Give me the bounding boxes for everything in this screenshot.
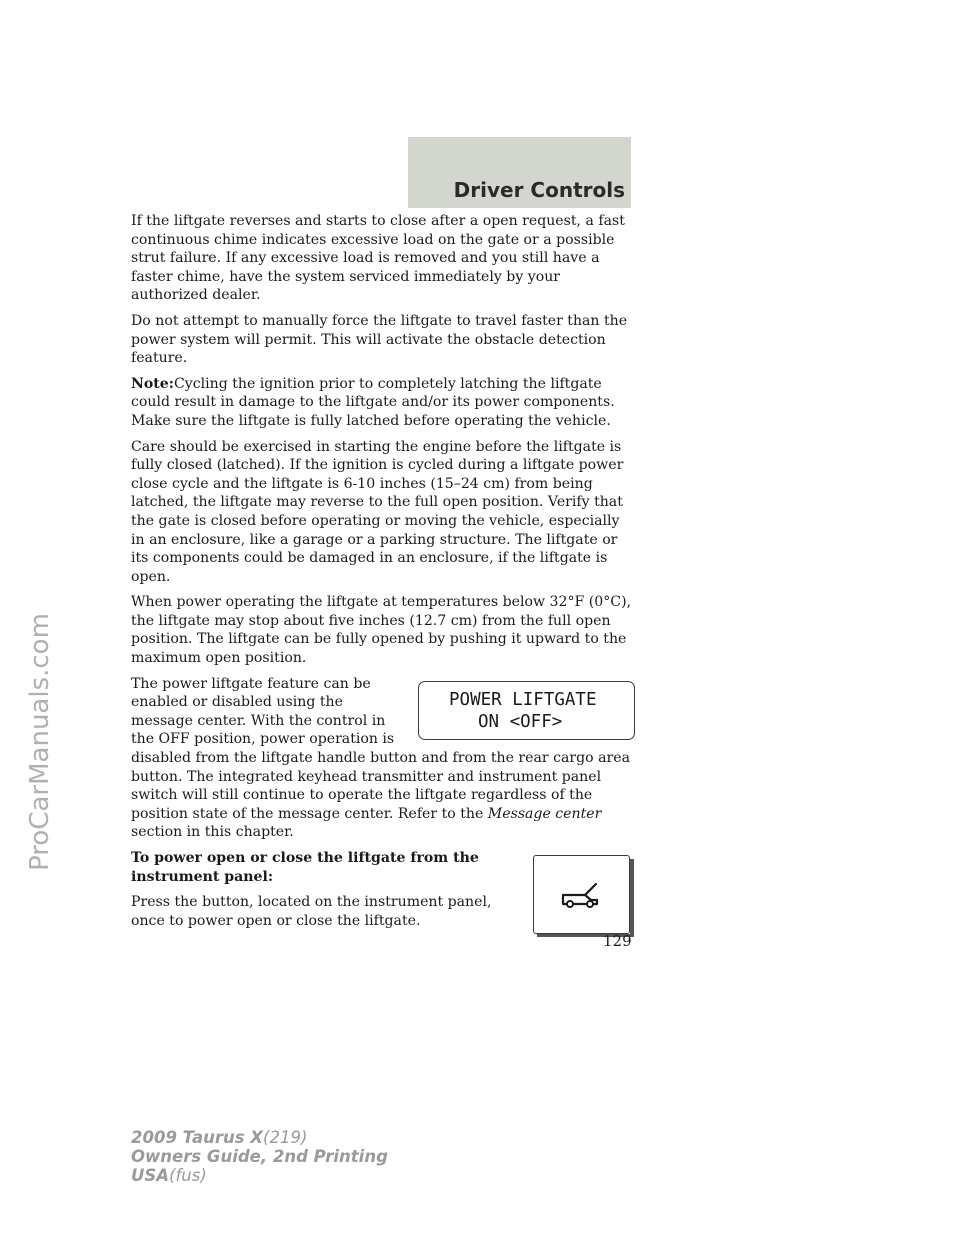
paragraph: Press the button, located on the instrument panel, once to power open or close the liftgate. <box>131 894 492 929</box>
display-line-2: ON <OFF> <box>478 711 563 732</box>
paragraph: If the liftgate reverses and starts to close after a open request, a fast continuous chime indicates excessive load on the gate or a possible strut failure. If any excessive load is removed and you still have a faster chime, have the system serviced immediately by your authorized dealer. <box>131 213 625 304</box>
note-text: Cycling the ignition prior to completely latching the liftgate could result in damage to the liftgate and/or its power components. Make sure the liftgate is fully latched before operating the vehicle. <box>131 375 615 429</box>
liftgate-icon <box>561 880 603 908</box>
display-line-1: POWER LIFTGATE <box>449 689 597 710</box>
paragraph: Do not attempt to manually force the liftgate to travel faster than the power system will permit. This will activate the obstacle detection feature. <box>131 312 628 367</box>
message-center-reference: Message center <box>487 805 602 822</box>
liftgate-switch <box>533 855 635 938</box>
instruction-heading: To power open or close the liftgate from the instrument panel: <box>131 850 479 885</box>
footer: 2009 Taurus X(219) Owners Guide, 2nd Printing USA(fus) <box>131 1128 388 1185</box>
paragraph: Care should be exercised in starting the engine before the liftgate is fully closed (latched). If the ignition is cycled during a liftgate power close cycle and the liftgate is 6-10 inches (15–24 cm) from being latched, the liftgate may reverse to the full open position. Verify that the gate is closed before operating or moving the vehicle, especially in an enclosure, like a garage or a parking structure. The liftgate or its components could be damaged in an enclosure, if the liftgate is open. <box>131 438 624 585</box>
page-content <box>131 212 635 942</box>
message-center-display <box>418 681 635 740</box>
note-paragraph <box>131 375 635 431</box>
watermark: ProCarManuals.com <box>25 613 55 871</box>
paragraph: When power operating the liftgate at temperatures below 32°F (0°C), the liftgate may stop about five inches (12.7 cm) from the full open position. The liftgate can be fully opened by pushing it upward to the maximum open position. <box>131 594 632 667</box>
paragraph: The power liftgate feature can be enabled or disabled using the message center. With the control in the OFF position, power operation is disabled from the liftgate handle button and from the rear cargo area button. The integrated keyhead transmitter and instrument panel switch will still continue to operate the liftgate regardless of the position state of the message center. Refer to the Message center section in this chapter. <box>131 675 630 841</box>
page-number: 129 <box>603 932 632 950</box>
note-label: Note: <box>131 375 174 392</box>
section-title: Driver Controls <box>453 178 625 202</box>
header-band <box>408 137 631 208</box>
